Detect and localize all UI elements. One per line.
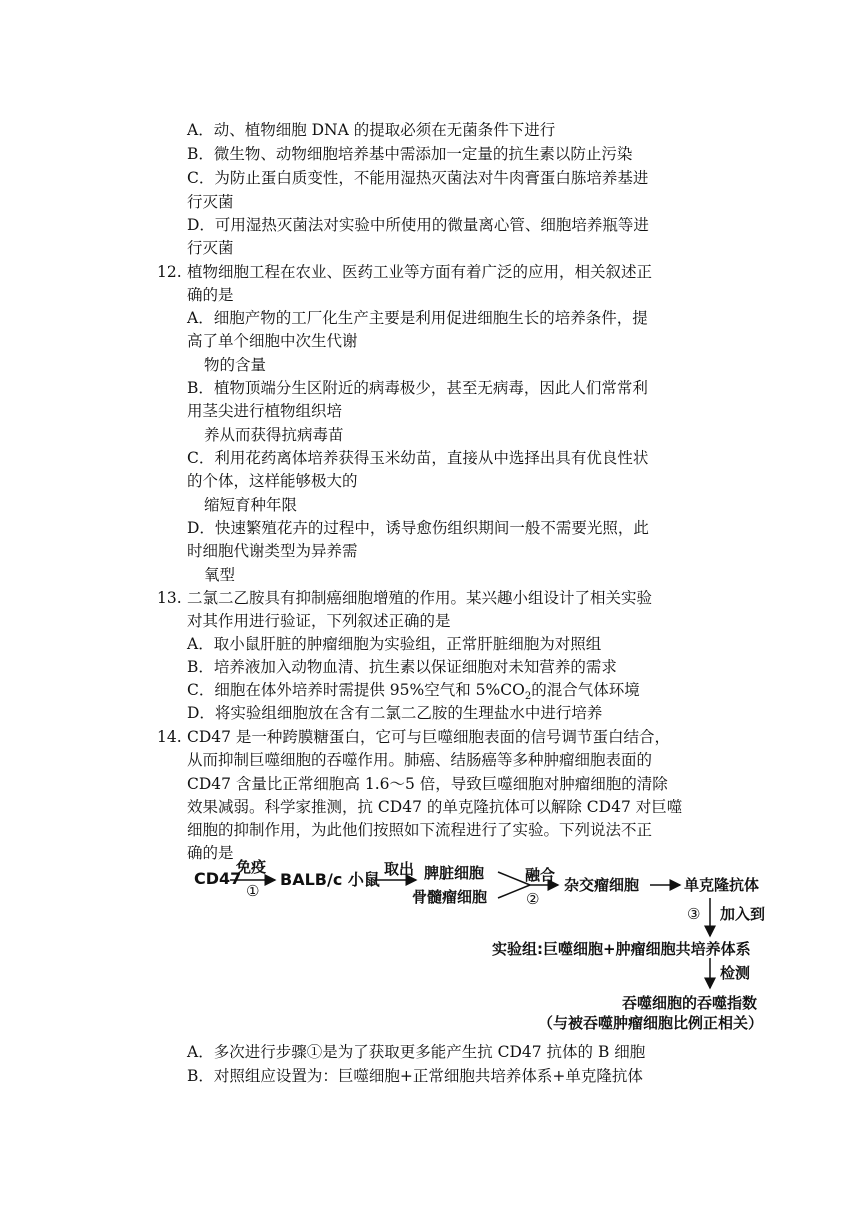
flow-extract-label: 取出 (384, 860, 415, 878)
q13-option-a: A．取小鼠肝脏的肿瘤细胞为实验组，正常肝脏细胞为对照组 (187, 635, 602, 653)
flow-mouse: BALB/c 小鼠 (280, 870, 380, 889)
q12-option-c-line1: C．利用花药离体培养获得玉米幼苗，直接从中选择出具有优良性状 (187, 449, 649, 467)
q12-option-a-line3: 物的含量 (204, 356, 267, 374)
flow-hybridoma: 杂交瘤细胞 (564, 876, 640, 894)
q12-option-b-line1: B．植物顶端分生区附近的病毒极少，甚至无病毒，因此人们常常利 (187, 379, 648, 397)
q14-number: 14. (157, 728, 182, 746)
flow-spleen-cells: 脾脏细胞 (424, 864, 485, 882)
q14-option-a: A．多次进行步骤①是为了获取更多能产生抗 CD47 抗体的 B 细胞 (187, 1043, 646, 1061)
q12-option-b-line3: 养从而获得抗病毒苗 (204, 426, 344, 444)
q12-option-c-line2: 的个体，这样能够极大的 (187, 472, 358, 490)
flow-monoclonal-antibody: 单克隆抗体 (684, 876, 760, 894)
flow-fuse-label: 融合 (525, 866, 556, 884)
flow-add-to-label: 加入到 (720, 905, 766, 923)
q14-stem-line3: CD47 含量比正常细胞高 1.6～5 倍，导致巨噬细胞对肿瘤细胞的清除 (187, 775, 668, 793)
q13-option-b: B．培养液加入动物血清、抗生素以保证细胞对未知营养的需求 (187, 658, 617, 676)
q13-number: 13. (157, 589, 182, 607)
flow-myeloma-cells: 骨髓瘤细胞 (412, 888, 488, 906)
experiment-flow-diagram (180, 858, 800, 1038)
q14-stem-line5: 细胞的抑制作用，为此他们按照如下流程进行了实验。下列说法不正 (187, 821, 653, 839)
q13-option-d: D．将实验组细胞放在含有二氯二乙胺的生理盐水中进行培养 (187, 704, 603, 722)
q12-option-b-line2: 用茎尖进行植物组织培 (187, 402, 343, 420)
q11-option-b: B．微生物、动物细胞培养基中需添加一定量的抗生素以防止污染 (187, 145, 633, 163)
q14-stem-line2: 从而抑制巨噬细胞的吞噬作用。肺癌、结肠癌等多种肿瘤细胞表面的 (187, 751, 653, 769)
flow-step1: ① (246, 882, 260, 900)
q11-option-c-line2: 行灭菌 (187, 193, 234, 211)
q13-stem-line1: 二氯二乙胺具有抑制癌细胞增殖的作用。某兴趣小组设计了相关实验 (187, 589, 653, 607)
flow-experiment-group: 实验组:巨噬细胞+肿瘤细胞共培养体系 (492, 940, 751, 958)
q14-stem-line6: 确的是 (187, 844, 234, 862)
q11-option-c-line1: C．为防止蛋白质变性，不能用湿热灭菌法对牛肉膏蛋白胨培养基进 (187, 169, 649, 187)
q12-number: 12. (157, 263, 182, 281)
q12-option-a-line2: 高了单个细胞中次生代谢 (187, 332, 358, 350)
q12-option-c-line3: 缩短育种年限 (204, 496, 298, 514)
q13-stem-line2: 对其作用进行验证，下列叙述正确的是 (187, 612, 451, 630)
q12-stem-line2: 确的是 (187, 286, 234, 304)
q14-stem-line1: CD47 是一种跨膜糖蛋白，它可与巨噬细胞表面的信号调节蛋白结合， (187, 728, 670, 746)
flow-index-note: （与被吞噬肿瘤细胞比例正相关） (538, 1014, 764, 1032)
q11-option-d-line1: D．可用湿热灭菌法对实验中所使用的微量离心管、细胞培养瓶等进 (187, 216, 649, 234)
q11-option-a: A．动、植物细胞 DNA 的提取必须在无菌条件下进行 (187, 121, 556, 139)
flow-detect-label: 检测 (720, 964, 751, 982)
q12-option-d-line2: 时细胞代谢类型为异养需 (187, 542, 358, 560)
q12-option-a-line1: A．细胞产物的工厂化生产主要是利用促进细胞生长的培养条件，提 (187, 309, 648, 327)
flow-step3: ③ (687, 905, 701, 923)
q12-stem-line1: 植物细胞工程在农业、医药工业等方面有着广泛的应用，相关叙述正 (187, 263, 653, 281)
q13-option-c-text: C．细胞在体外培养时需提供 95%空气和 5%CO (187, 681, 525, 699)
q14-stem-line4: 效果减弱。科学家推测，抗 CD47 的单克隆抗体可以解除 CD47 对巨噬 (187, 798, 683, 816)
q11-option-d-line2: 行灭菌 (187, 239, 234, 257)
flow-cd47: CD47 (194, 869, 242, 888)
flow-immune-label: 免疫 (236, 858, 267, 876)
q12-option-d-line3: 氧型 (204, 566, 236, 584)
q13-option-c-text-end: 的混合气体环境 (531, 681, 640, 699)
q13-option-c-subscript: 2 (524, 691, 532, 703)
flow-step2: ② (526, 890, 540, 908)
flow-phagocytic-index: 吞噬细胞的吞噬指数 (622, 994, 758, 1012)
q14-option-b: B．对照组应设置为：巨噬细胞+正常细胞共培养体系+单克隆抗体 (187, 1067, 643, 1085)
q12-option-d-line1: D．快速繁殖花卉的过程中，诱导愈伤组织期间一般不需要光照，此 (187, 519, 649, 537)
